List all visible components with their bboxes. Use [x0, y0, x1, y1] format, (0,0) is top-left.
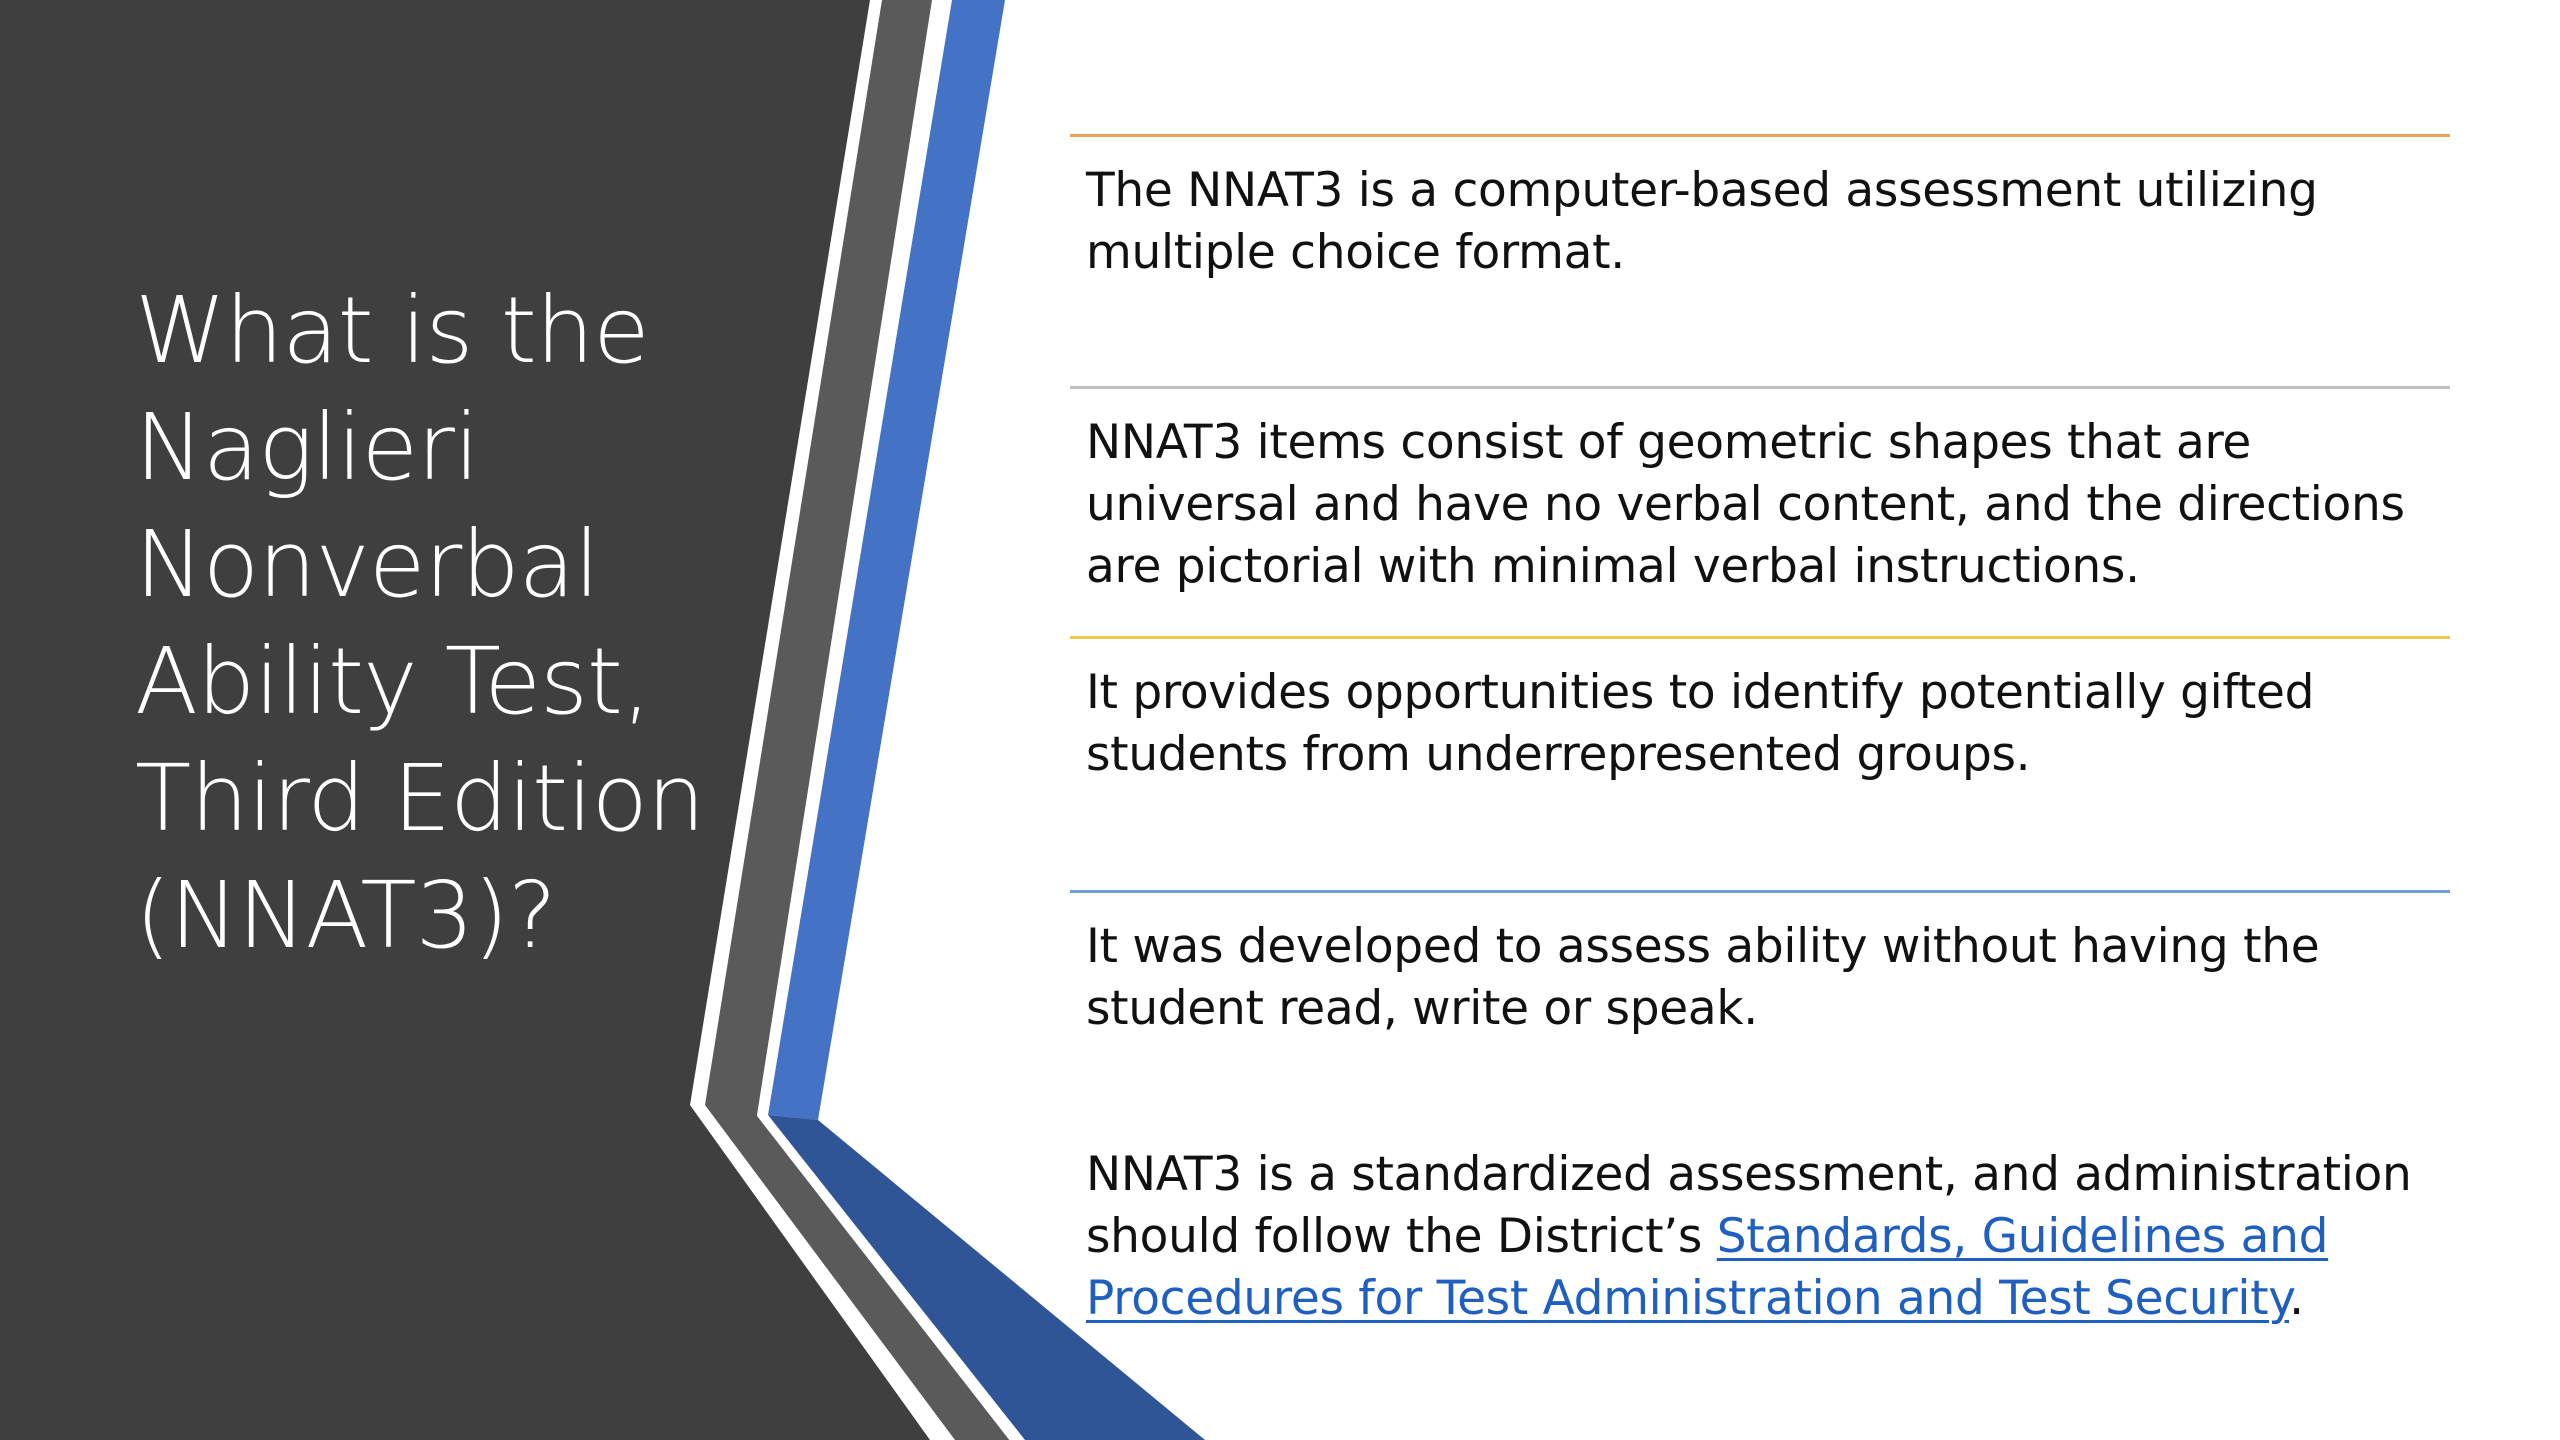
item-line: are pictorial with minimal verbal instructions.	[1086, 539, 2140, 594]
item-line: It was developed to assess ability without having the	[1086, 919, 2320, 974]
item-text-prefix: should follow the District’s	[1086, 1209, 1717, 1264]
title-line: (NNAT3)?	[135, 862, 556, 969]
item-text	[1086, 412, 2450, 598]
item-text-suffix: .	[2289, 1271, 2304, 1326]
item-text	[1086, 1144, 2450, 1330]
divider-rule	[1070, 134, 2450, 137]
standards-link[interactable]: Standards, Guidelines and	[1716, 1209, 2329, 1264]
item-line: NNAT3 is a standardized assessment, and administration	[1086, 1147, 2412, 1202]
divider-rule	[1070, 636, 2450, 639]
item-line: multiple choice format.	[1086, 225, 1625, 280]
content-item-1	[1070, 160, 2450, 284]
content-item-3	[1070, 662, 2450, 786]
divider-rule	[1070, 890, 2450, 893]
slide-title	[135, 272, 735, 974]
item-line: It provides opportunities to identify potentially gifted	[1086, 665, 2315, 720]
item-line: student read, write or speak.	[1086, 981, 1758, 1036]
item-line	[1086, 1268, 2450, 1330]
standards-link-continued[interactable]: Procedures for Test Administration and Test Security	[1086, 1271, 2290, 1326]
item-text	[1086, 916, 2450, 1040]
item-line: NNAT3 items consist of geometric shapes that are	[1086, 415, 2252, 470]
title-line: Nonverbal	[135, 511, 599, 618]
content-item-4	[1070, 916, 2450, 1040]
content-item-2	[1070, 412, 2450, 598]
title-line: What is the	[135, 277, 649, 384]
item-line: universal and have no verbal content, and the directions	[1086, 477, 2405, 532]
item-line: The NNAT3 is a computer-based assessment utilizing	[1086, 163, 2318, 218]
title-line: Naglieri	[135, 394, 479, 501]
item-line: students from underrepresented groups.	[1086, 727, 2031, 782]
title-line: Ability Test,	[135, 628, 651, 735]
item-line	[1086, 1206, 2450, 1268]
item-text	[1086, 662, 2450, 786]
item-text	[1086, 160, 2450, 284]
divider-rule	[1070, 386, 2450, 389]
content-item-5	[1070, 1144, 2450, 1330]
title-line: Third Edition	[135, 745, 705, 852]
